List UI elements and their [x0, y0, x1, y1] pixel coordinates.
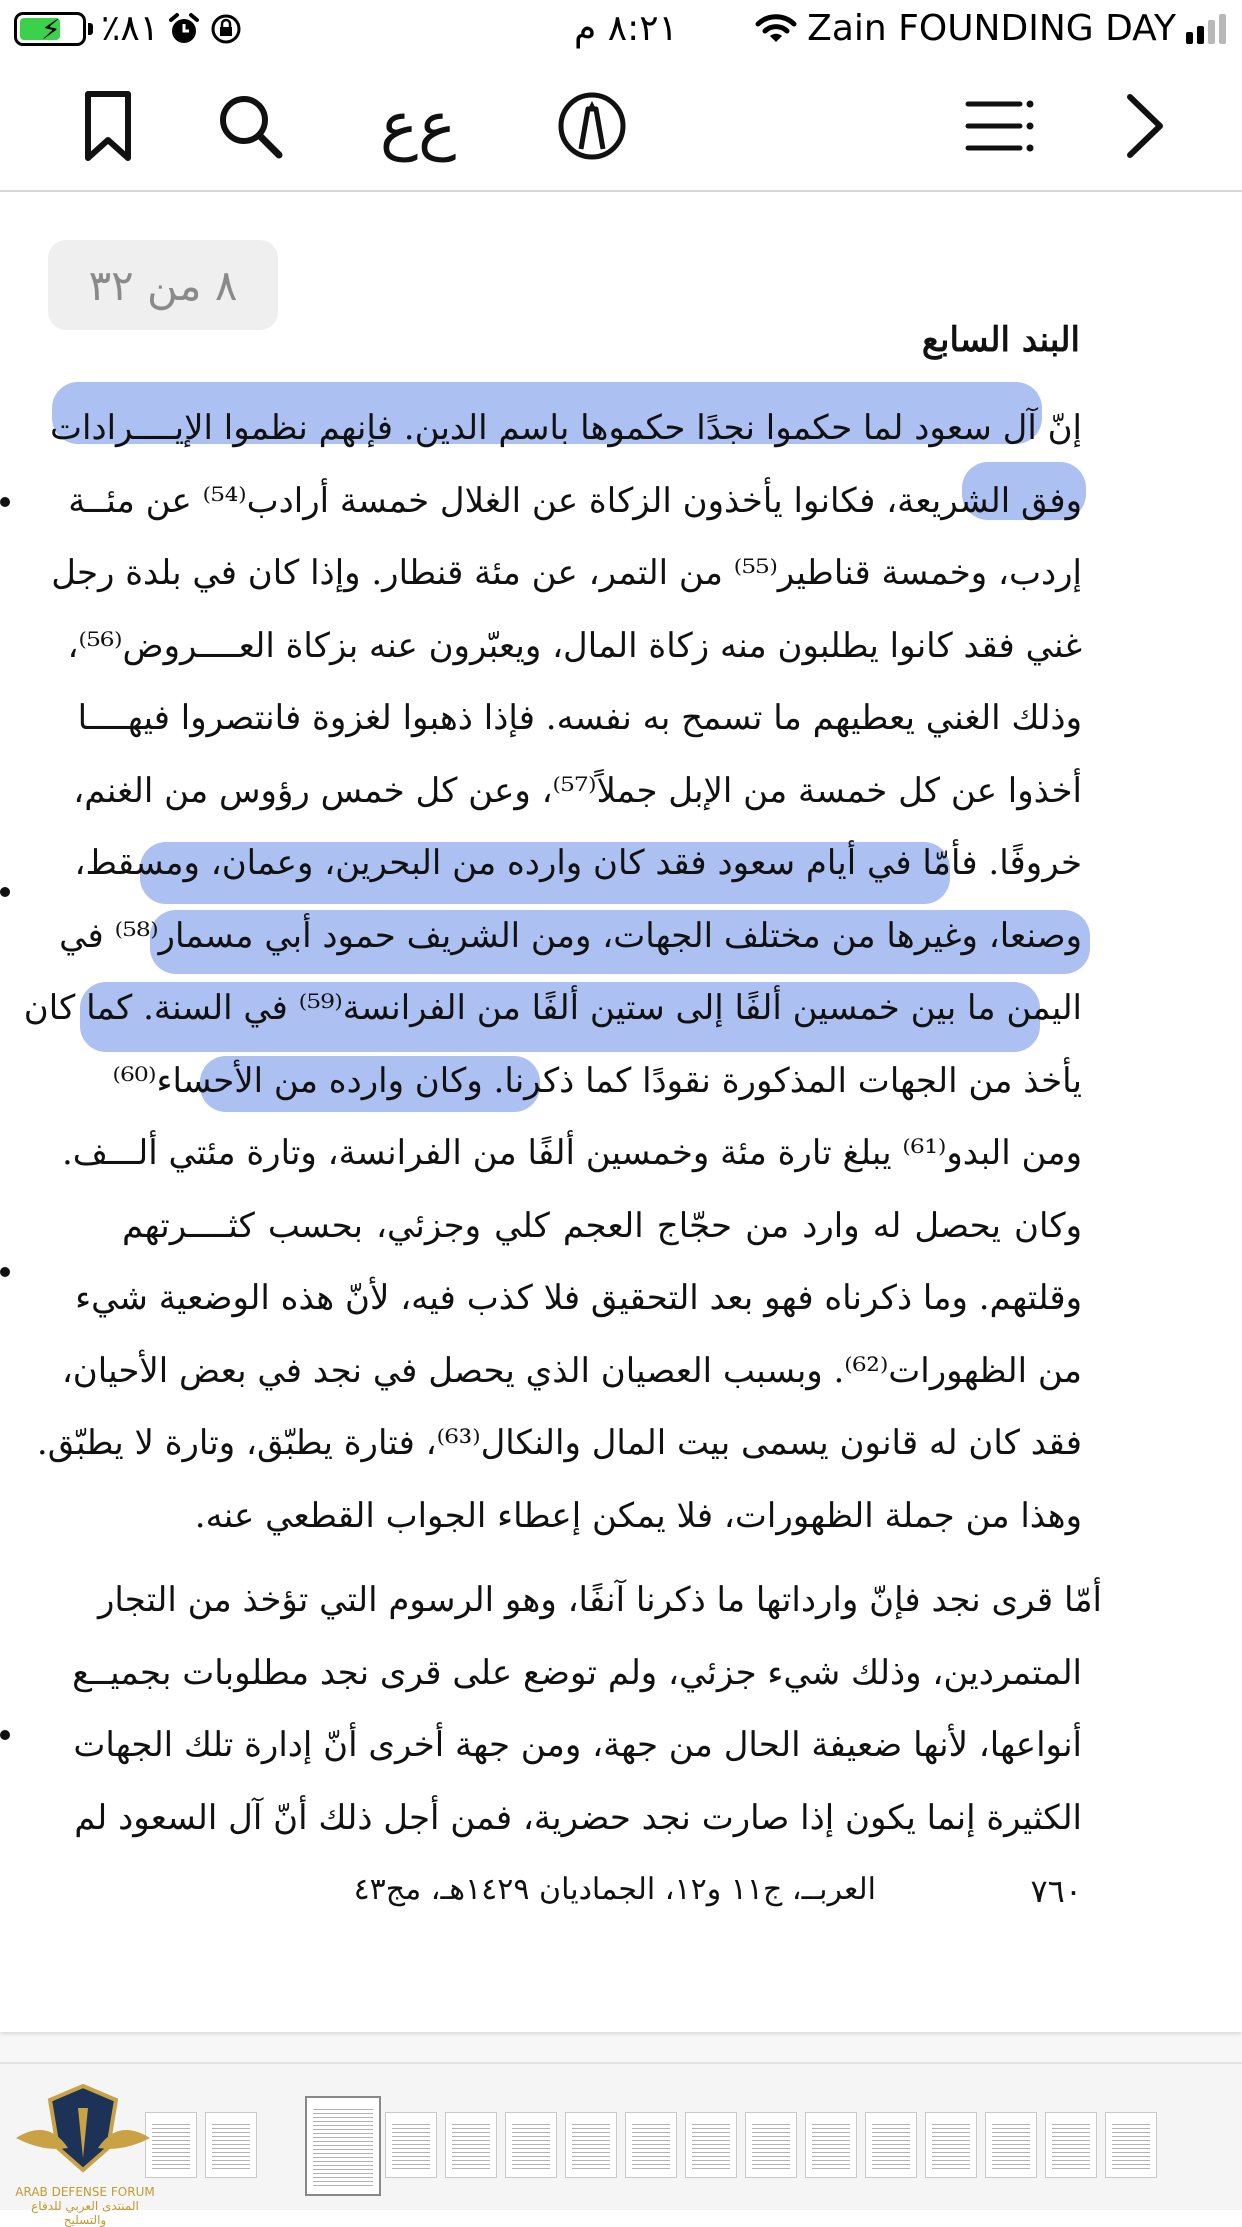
- text-line: أنواعها، لأنها ضعيفة الحال من جهة، ومن جهة أخرى أنّ إدارة تلك الجهات: [73, 1725, 1082, 1765]
- text-size-icon: ع‌ع: [379, 89, 457, 163]
- markup-button[interactable]: [556, 90, 628, 162]
- status-bar: [0, 0, 1242, 62]
- contents-list-icon: [964, 96, 1036, 156]
- text-line: إردب، وخمسة قناطير⁽⁵⁵⁾ من التمر، عن مئة قنطار. وإذا كان في بلدة رجل: [51, 553, 1082, 593]
- rotation-lock-icon: [209, 12, 243, 46]
- chevron-right-icon: [1120, 91, 1168, 161]
- thumbnail-page[interactable]: [865, 2112, 917, 2178]
- text-size-button[interactable]: [379, 89, 457, 163]
- page-area: [0, 192, 1242, 2062]
- text-line: أخذوا عن كل خمسة من الإبل جملاً⁽⁵⁷⁾، وعن كل خمس رؤوس من الغنم،: [73, 770, 1082, 811]
- thumbnail-page[interactable]: [925, 2112, 977, 2178]
- text-line: المتمردين، وذلك شيء جزئي، ولم توضع على قرى نجد مطلوبات بجميــع: [72, 1652, 1082, 1693]
- search-button[interactable]: [214, 90, 286, 162]
- status-left-group: [14, 8, 243, 49]
- footer-citation: العربــ، ج١١ و١٢، الجماديان ١٤٢٩هـ، مج٤٣: [353, 1872, 876, 1907]
- text-line: وكان يحصل له وارد من حجّاج العجم كلي وجزئي، بحسب كثــــرتهم: [122, 1205, 1082, 1246]
- forum-logo-text: ARAB DEFENSE FORUM المنتدى العربي للدفاع والتسليح: [15, 2185, 155, 2227]
- wifi-icon: [755, 13, 797, 45]
- page-count-badge: ٨ من ٣٢: [48, 240, 278, 330]
- text-line: يأخذ من الجهات المذكورة نقودًا كما ذكرنا. وكان وارده من الأحساء⁽⁶⁰⁾: [112, 1060, 1082, 1101]
- thumbnail-strip: [0, 2062, 1242, 2210]
- text-line: وقلتهم. وما ذكرناه فهو بعد التحقيق فلا كذب فيه، لأنّ هذه الوضعية شيء: [75, 1278, 1082, 1318]
- status-right-group: [755, 8, 1226, 49]
- thumbnail-page[interactable]: [505, 2112, 557, 2178]
- search-icon: [215, 91, 285, 161]
- thumbnail-page[interactable]: [565, 2112, 617, 2178]
- text-line: وصنعا، وغيرها من مختلف الجهات، ومن الشريف حمود أبي مسمار⁽⁵⁸⁾ في: [59, 915, 1082, 956]
- section-heading: البند السابع: [921, 320, 1080, 360]
- thumbnail-page[interactable]: [625, 2112, 677, 2178]
- status-time: ٨:٢١ م: [574, 8, 678, 49]
- alarm-icon: [167, 12, 201, 46]
- text-line: غني فقد كانوا يطلبون منه زكاة المال، ويعبّرون عنه بزكاة العــــروض⁽⁵⁶⁾،: [67, 625, 1082, 666]
- text-line: إنّ آل سعود لما حكموا نجدًا حكموها باسم الدين. فإنهم نظموا الإيــــرادات: [50, 408, 1082, 448]
- margin-marker: [0, 1730, 10, 1740]
- thumbnail-page[interactable]: [205, 2112, 257, 2178]
- markup-pen-icon: [557, 91, 627, 161]
- signal-icon: [1186, 14, 1226, 44]
- thumbnail-page[interactable]: [1045, 2112, 1097, 2178]
- page-number: ٧٦٠: [1030, 1872, 1082, 1910]
- thumbnail-page[interactable]: [385, 2112, 437, 2178]
- text-line: اليمن ما بين خمسين ألفًا إلى ستين ألفًا من الفرانسة⁽⁵⁹⁾ في السنة. كما كان: [23, 988, 1082, 1028]
- text-line: فقد كان له قانون يسمى بيت المال والنكال⁽⁶³⁾، فتارة يطبّق، وتارة لا يطبّق.: [36, 1423, 1082, 1463]
- reader-toolbar: [0, 62, 1242, 192]
- bookmark-icon: [80, 90, 136, 162]
- text-line: من الظهورات⁽⁶²⁾. وبسبب العصيان الذي يحصل في نجد في بعض الأحيان،: [61, 1350, 1082, 1391]
- thumbnail-page[interactable]: [1105, 2112, 1157, 2178]
- contents-button[interactable]: [964, 90, 1036, 162]
- text-line: خروفًا. فأمّا في أيام سعود فقد كان وارده من البحرين، وعمان، ومسقط،: [74, 843, 1082, 883]
- margin-marker: [0, 497, 10, 507]
- battery-percent: ٪٨١: [101, 8, 160, 49]
- text-line: ومن البدو⁽⁶¹⁾ يبلغ تارة مئة وخمسين ألفًا من الفرانسة، وتارة مئتي ألـــف.: [61, 1133, 1082, 1173]
- text-line: وفق الشريعة، فكانوا يأخذون الزكاة عن الغلال خمسة أرادب⁽⁵⁴⁾ عن مئــة: [68, 480, 1082, 521]
- margin-marker: [0, 1267, 10, 1277]
- thumbnail-page[interactable]: [445, 2112, 497, 2178]
- text-line: وهذا من جملة الظهورات، فلا يمكن إعطاء الجواب القطعي عنه.: [194, 1495, 1082, 1536]
- thumbnail-page[interactable]: [805, 2112, 857, 2178]
- margin-marker: [0, 887, 10, 897]
- text-line: أمّا قرى نجد فإنّ وارداتها ما ذكرنا آنفًا، وهو الرسوم التي تؤخذ من التجار: [97, 1580, 1102, 1620]
- thumbnail-page[interactable]: [745, 2112, 797, 2178]
- text-line: الكثيرة إنما يكون إذا صارت نجد حضرية، فمن أجل ذلك أنّ آل السعود لم: [74, 1797, 1082, 1838]
- thumbnail-page[interactable]: [985, 2112, 1037, 2178]
- text-line: وذلك الغني يعطيهم ما تسمح به نفسه. فإذا ذهبوا لغزوة فانتصروا فيهــــا: [77, 698, 1082, 738]
- carrier-name: Zain FOUNDING DAY: [807, 8, 1176, 49]
- book-page[interactable]: [0, 192, 1242, 2032]
- thumbnail-page[interactable]: [685, 2112, 737, 2178]
- bookmark-button[interactable]: [72, 90, 144, 162]
- battery-icon: ⚡: [14, 12, 86, 46]
- forward-button[interactable]: [1108, 90, 1180, 162]
- thumbnail-current-page[interactable]: [305, 2096, 381, 2196]
